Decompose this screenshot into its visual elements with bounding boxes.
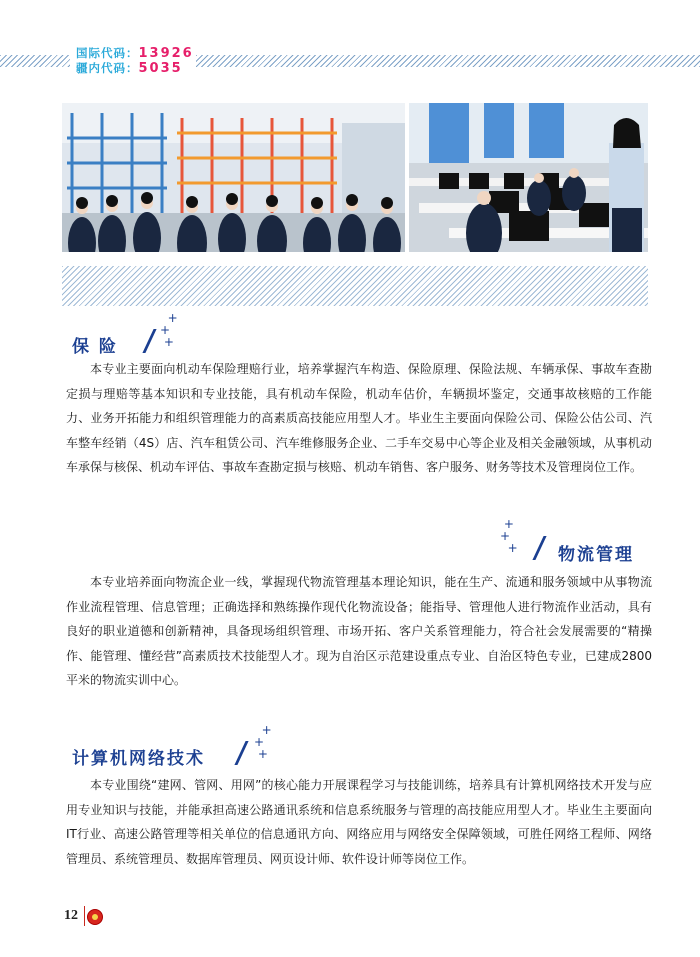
domestic-code-line	[76, 61, 194, 76]
section-hatch-band	[62, 266, 648, 306]
warehouse-training-photo	[62, 103, 405, 252]
sparkle-icon: + + +	[254, 723, 272, 761]
title-slash-network	[234, 741, 248, 765]
section-body-logistics: 本专业培养面向物流企业一线，掌握现代物流管理基本理论知识，能在生产、流通和服务领域中从事物流作业流程管理、信息管理；正确选择和熟练操作现代化物流设备；能指导、管理他人进行物流作业活动，具有良好的职业道德和创新精神，具备现场组织管理、市场开拓、客户关系管理能力，符合社会发展需要的“精操作、能管理、懂经营”高素质技术技能型人才。现为自治区示范建设重点专业、自治区特色专业，已建成2800平米的物流实训中心。	[66, 575, 652, 687]
footer-divider	[84, 906, 85, 926]
title-slash-logistics	[532, 536, 546, 560]
section-title-network: 计算机网络技术	[72, 749, 205, 769]
school-logo-icon	[87, 909, 103, 925]
section-body-insurance: 本专业主要面向机动车保险理赔行业，培养掌握汽车构造、保险原理、保险法规、车辆承保、事故车查勘定损与理赔等基本知识和专业技能，具有机动车保险，机动车估价，车辆损坏鉴定，交通事故核赔的工作能力、业务开拓能力和组织管理能力的高素质高技能应用型人才。毕业生主要面向保险公司、保险公估公司、汽车整车经销（4S）店、汽车租赁公司、汽车维修服务企业、二手车交易中心等企业及相关金融领域，从事机动车承保与核保、机动车评估、事故车查勘定损与核赔、机动车销售、客户服务、财务等技术及管理岗位工作。	[66, 362, 652, 474]
top-hatch-band-right	[196, 55, 700, 67]
page-number: 12	[64, 908, 78, 923]
title-slash-insurance	[142, 329, 156, 353]
section-title-insurance: 保 险	[72, 337, 118, 357]
institution-code-box	[76, 46, 194, 76]
intl-code-value: 13926	[138, 46, 194, 61]
section-title-logistics: 物流管理	[558, 545, 634, 565]
intl-code-label: 国际代码：	[76, 46, 139, 60]
top-hatch-band-left	[0, 55, 70, 67]
domestic-code-label: 疆内代码：	[76, 61, 139, 75]
sparkle-icon: + + +	[500, 517, 518, 555]
domestic-code-value: 5035	[138, 61, 183, 76]
intl-code-line	[76, 46, 194, 61]
sparkle-icon: + + +	[160, 311, 178, 349]
section-body-network: 本专业围绕“建网、管网、用网”的核心能力开展课程学习与技能训练，培养具有计算机网络技术开发与应用专业知识与技能，并能承担高速公路通讯系统和信息系统服务与管理的高技能应用型人才。毕业生主要面向IT行业、高速公路管理等相关单位的信息通讯方向、网络应用与网络安全保障领域，可胜任网络工程师、网络管理员、系统管理员、数据库管理员、网页设计师、软件设计师等岗位工作。	[66, 778, 652, 866]
computer-lab-photo	[409, 103, 648, 252]
